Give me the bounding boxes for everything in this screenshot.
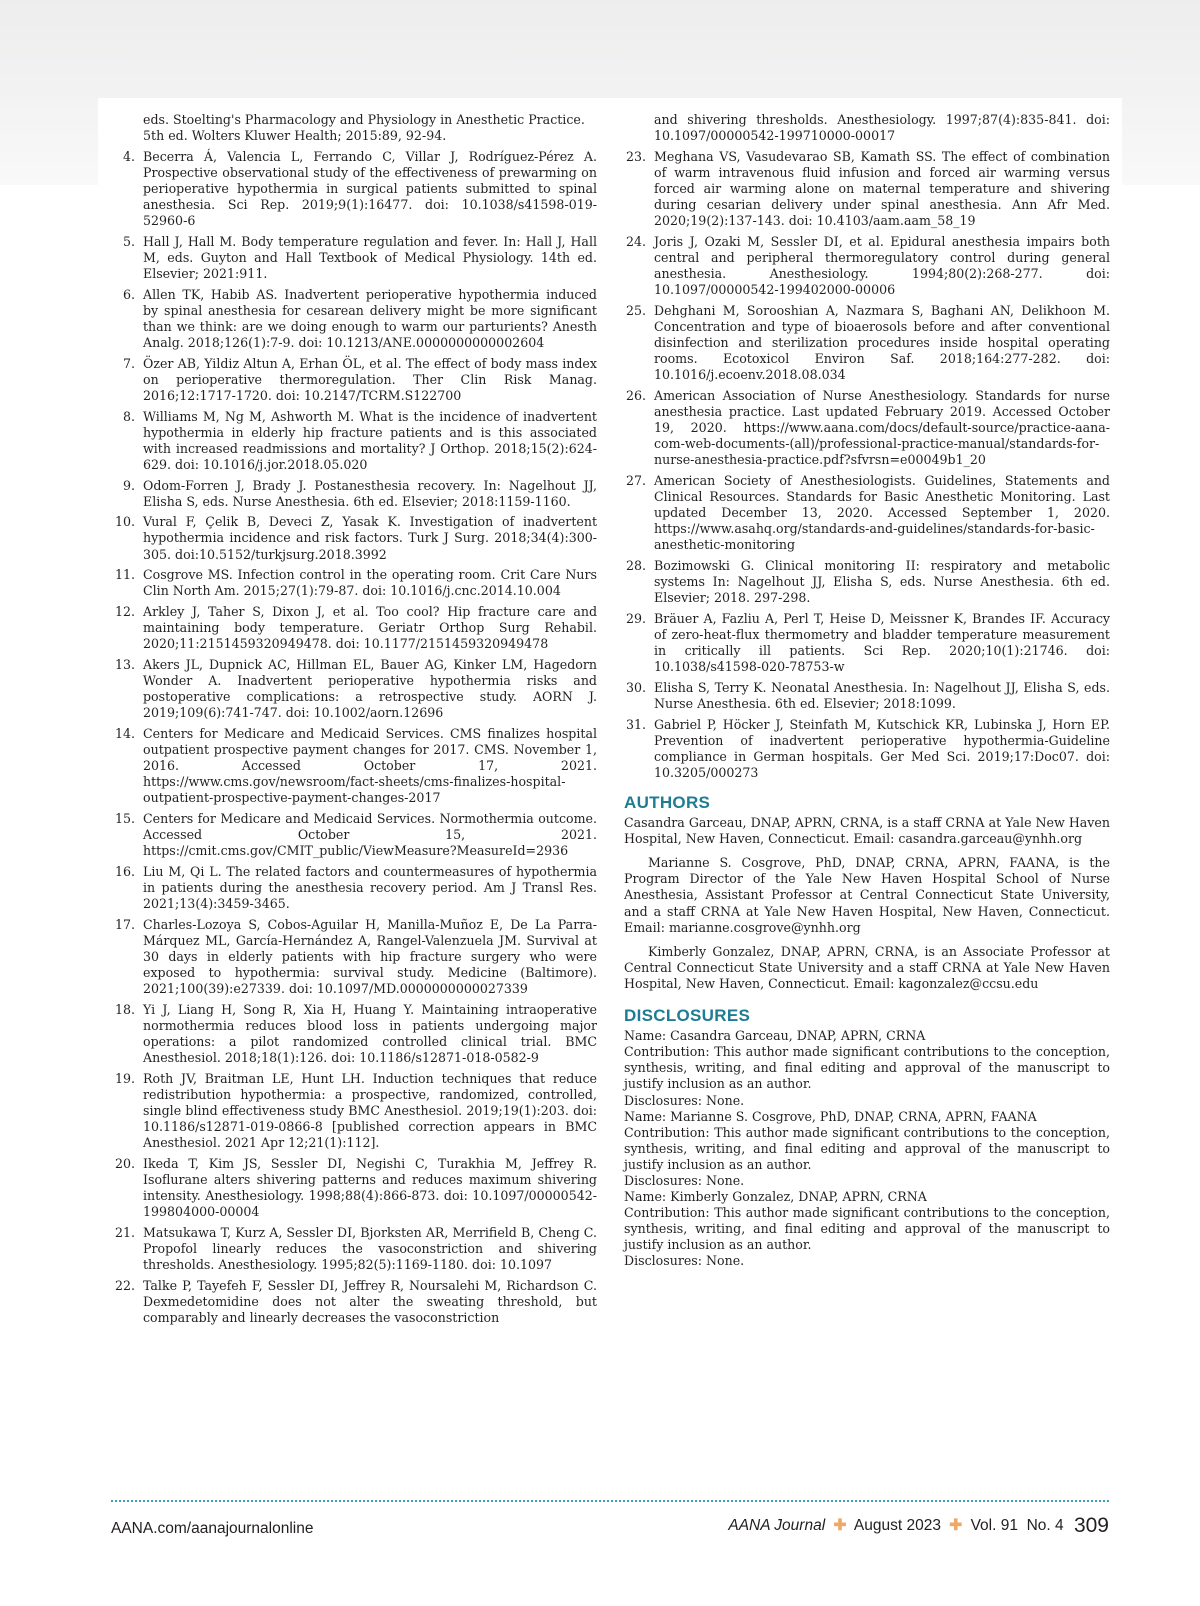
reference-item [113,112,597,144]
authors-heading: AUTHORS [624,793,711,812]
reference-text: Joris J, Ozaki M, Sessler DI, et al. Epidural anesthesia impairs both central and peripheral thermoregulatory control during general anesthesia. Anesthesiology. 1994;80(2):268-277. doi: 10.1097/00000542-199402000-00006 [654,233,1110,298]
page-footer [111,1514,1109,1544]
reference-number: 26. [625,387,646,403]
disclosure-name: Name: Casandra Garceau, DNAP, APRN, CRNA [624,1028,926,1044]
reference-item [624,717,1110,781]
reference-number: 24. [625,233,646,249]
reference-item [113,287,597,351]
reference-number: 16. [114,863,135,879]
reference-item [113,657,597,721]
reference-text: Akers JL, Dupnick AC, Hillman EL, Bauer AG, Kinker LM, Hagedorn Wonder A. Inadvertent perioperative hypothermia risks and postoperative complications: a retrospective study. AORN J. 2019;109(6):741-747. doi: 10.1002/aorn.12696 [143,656,597,721]
disclosure-contribution: Contribution: This author made significant contributions to the conception, synthesis, writing, and final editing and approval of the manuscript to justify inclusion as an author. [624,1205,1110,1253]
disclosure-statement: Disclosures: None. [624,1172,745,1188]
reference-item [113,1225,597,1273]
author-bio: Kimberly Gonzalez, DNAP, APRN, CRNA, is an Associate Professor at Central Connecticut State University and a staff CRNA at Yale New Haven Hospital, New Haven, Connecticut. Email: kagonzalez@ccsu.edu [624,943,1110,991]
reference-item [113,234,597,282]
reference-number: 25. [625,302,646,318]
plus-separator-icon: ✚ [833,1517,847,1534]
reference-text: Odom-Forren J, Brady J. Postanesthesia recovery. In: Nagelhout JJ, Elisha S, eds. Nurse Anesthesia. 6th ed. Elsevier; 2018:1159-1160. [143,477,597,509]
reference-number: 19. [114,1070,135,1086]
reference-item [624,112,1110,144]
reference-number: 7. [122,355,135,371]
reference-text: Arkley J, Taher S, Dixon J, et al. Too cool? Hip fracture care and maintaining body temperature. Geriatr Orthop Surg Rehabil. 2020;11:2151459320949478. doi: 10.1177/2151459320949478 [143,603,597,652]
reference-item [624,388,1110,468]
reference-text: Yi J, Liang H, Song R, Xia H, Huang Y. Maintaining intraoperative normothermia reduces blood loss in patients undergoing major operations: a pilot randomized controlled clinical trial. BMC Anesthesiol. 2018;18(1):126. doi: 10.1186/s12871-018-0582-9 [143,1001,597,1065]
reference-number: 5. [122,233,135,249]
reference-number: 18. [114,1001,135,1017]
reference-item [624,149,1110,229]
reference-text: Matsukawa T, Kurz A, Sessler DI, Bjorksten AR, Merrifield B, Cheng C. Propofol linearly reduces the vasoconstriction and shivering thresholds. Anesthesiology. 1995;82(5):1169-1180. doi: 10.1097 [143,1224,597,1272]
reference-number: 31. [625,716,646,732]
footer-citation [728,1514,1109,1538]
reference-item [113,1156,597,1220]
reference-item [113,567,597,599]
reference-item [624,680,1110,712]
reference-text: American Association of Nurse Anesthesiology. Standards for nurse anesthesia practice. Last updated February 2019. Accessed October 19, 2020. https://www.aana.com/docs/default-source/practice-aana-com-web-documents-(all)/professional-practice-manual/standards-for-nurse-anesthesia-practice.pdf?sfvrsn=e00049b1_20 [654,387,1110,468]
reference-text: Talke P, Tayefeh F, Sessler DI, Jeffrey R, Noursalehi M, Richardson C. Dexmedetomidine does not alter the sweating threshold, but comparably and linearly decreases the vasoconstriction [143,1277,597,1325]
footer-dotted-rule [111,1500,1109,1502]
references-left-column [113,112,597,1330]
reference-item [113,478,597,510]
reference-number: 4. [122,148,135,164]
disclosures-list [624,1028,1110,1269]
reference-text: Liu M, Qi L. The related factors and countermeasures of hypothermia in patients during the anesthesia recovery period. Am J Transl Res. 2021;13(4):3459-3465. [143,863,597,911]
author-bio: Marianne S. Cosgrove, PhD, DNAP, CRNA, APRN, FAANA, is the Program Director of the Yale New Haven Hospital School of Nurse Anesthesia, Assistant Professor at Central Connecticut State University, and a staff CRNA at Yale New Haven Hospital, New Haven, Connecticut. Email: marianne.cosgrove@ynhh.org [624,855,1110,935]
reference-text: Centers for Medicare and Medicaid Services. Normothermia outcome. Accessed October 15, 2021. https://cmit.cms.gov/CMIT_public/ViewMeasure?MeasureId=2936 [143,810,597,859]
reference-item [624,473,1110,553]
right-column [624,112,1110,1270]
reference-number: 30. [625,679,646,695]
reference-number: 27. [625,472,646,488]
reference-item [113,149,597,229]
reference-text: Centers for Medicare and Medicaid Services. CMS finalizes hospital outpatient prospective payment changes for 2017. CMS. November 1, 2016. Accessed October 17, 2021. https://www.cms.gov/newsroom/fact-sheets/cms-finalizes-hospital-outpatient-prospective-payment-changes-2017 [143,725,597,806]
references-right-list [624,112,1110,781]
reference-number: 20. [114,1155,135,1171]
reference-text: Meghana VS, Vasudevarao SB, Kamath SS. The effect of combination of warm intravenous fluid infusion and forced air warming versus forced air warming alone on maternal temperature and shivering during cesarian delivery under spinal anesthesia. Ann Afr Med. 2020;19(2):137-143. doi: 10.4103/aam.aam_58_19 [654,148,1110,229]
reference-number: 9. [122,477,135,493]
reference-item [624,611,1110,675]
reference-number: 28. [625,558,646,573]
reference-item [624,234,1110,298]
disclosure-statement: Disclosures: None. [624,1092,745,1108]
reference-text: Elisha S, Terry K. Neonatal Anesthesia. In: Nagelhout JJ, Elisha S, eds. Nurse Anesthesia. 6th ed. Elsevier; 2018:1099. [654,679,1110,711]
reference-item [113,1278,597,1326]
disclosure-contribution: Contribution: This author made significant contributions to the conception, synthesis, writing, and final editing and approval of the manuscript to justify inclusion as an author. [624,1124,1110,1172]
reference-text: Charles-Lozoya S, Cobos-Aguilar H, Manilla-Muñoz E, De La Parra-Márquez ML, García-Hernández A, Rangel-Valenzuela JM. Survival at 30 days in elderly patients with hip fracture surgery who were exposed to hypothermia: survival study. Medicine (Baltimore). 2021;100(39):e27339. doi: 10.1097/MD.0000000000027339 [143,916,597,996]
disclosure-statement: Disclosures: None. [624,1253,745,1269]
reference-text: Williams M, Ng M, Ashworth M. What is the incidence of inadvertent hypothermia in elderly hip fracture patients and is this associated with increased readmissions and mortality? J Orthop. 2018;15(2):624-629. doi: 10.1016/j.jor.2018.05.020 [143,408,597,472]
reference-text: and shivering thresholds. Anesthesiology. 1997;87(4):835-841. doi: 10.1097/00000542-199710000-00017 [654,112,1110,144]
disclosures-heading: DISCLOSURES [624,1006,751,1026]
reference-item [113,1002,597,1066]
journal-name: AANA Journal [728,1517,826,1534]
reference-item [113,864,597,912]
reference-text: Gabriel P, Höcker J, Steinfath M, Kutschick KR, Lubinska J, Horn EP. Prevention of inadvertent perioperative hypothermia-Guideline compliance in German hospitals. Ger Med Sci. 2019;17:Doc07. doi: 10.3205/000273 [654,716,1110,780]
reference-text: Roth JV, Braitman LE, Hunt LH. Induction techniques that reduce redistribution hypothermia: a prospective, randomized, controlled, single blind effectiveness study BMC Anesthesiol. 2019;19(1):203. doi: 10.1186/s12871-019-0866-8 [published correction appears in BMC Anesthesiol. 2021 Apr 12;21(1):112]. [143,1070,597,1151]
disclosure-contribution: Contribution: This author made significant contributions to the conception, synthesis, writing, and final editing and approval of the manuscript to justify inclusion as an author. [624,1044,1110,1092]
reference-item [113,514,597,562]
reference-item [113,356,597,404]
reference-item [113,604,597,652]
reference-number: 22. [114,1277,135,1293]
issue-date: August 2023 [853,1517,941,1534]
author-bio: Casandra Garceau, DNAP, APRN, CRNA, is a staff CRNA at Yale New Haven Hospital, New Haven, Connecticut. Email: casandra.garceau@ynhh.org [624,815,1110,847]
reference-item [113,917,597,997]
reference-text: Allen TK, Habib AS. Inadvertent perioperative hypothermia induced by spinal anesthesia for cesarean delivery might be more significant than we think: are we doing enough to warm our parturients? Anesth Analg. 2018;126(1):7-9. doi: 10.1213/ANE.0000000000002604 [143,286,597,350]
reference-item [113,1071,597,1151]
reference-number: 10. [114,514,135,530]
reference-text: Vural F, Çelik B, Deveci Z, Yasak K. Investigation of inadvertent hypothermia incidence and risk factors. Turk J Surg. 2018;34(4):300-305. doi:10.5152/turkjsurg.2018.3992 [143,514,597,562]
reference-number: 12. [114,603,135,619]
reference-number: 8. [122,408,135,424]
reference-item [624,558,1110,606]
reference-number: 23. [625,148,646,164]
reference-text: Hall J, Hall M. Body temperature regulation and fever. In: Hall J, Hall M, eds. Guyton and Hall Textbook of Medical Physiology. 14th ed. Elsevier; 2021:911. [143,233,597,282]
reference-item [113,811,597,859]
reference-text: Özer AB, Yildiz Altun A, Erhan ÖL, et al. The effect of body mass index on perioperative thermoregulation. Ther Clin Risk Manag. 2016;12:1717-1720. doi: 10.2147/TCRM.S122700 [143,355,597,403]
reference-item [624,303,1110,383]
reference-item [113,726,597,806]
reference-text: Bräuer A, Fazliu A, Perl T, Heise D, Meissner K, Brandes IF. Accuracy of zero-heat-flux thermometry and bladder temperature measurement in critically ill patients. Sci Rep. 2020;10(1):21746. doi: 10.1038/s41598-020-78753-w [654,610,1110,675]
volume-number: Vol. 91 No. 4 [970,1517,1064,1534]
reference-text: eds. Stoelting's Pharmacology and Physiology in Anesthetic Practice. 5th ed. Wolters Kluwer Health; 2015:89, 92-94. [143,112,585,144]
reference-text: Cosgrove MS. Infection control in the operating room. Crit Care Nurs Clin North Am. 2015;27(1):79-87. doi: 10.1016/j.cnc.2014.10.004 [143,567,597,599]
reference-number: 14. [114,725,135,741]
journal-website-link[interactable]: AANA.com/aanajournalonline [111,1520,314,1537]
disclosure-name: Name: Kimberly Gonzalez, DNAP, APRN, CRNA [624,1189,927,1205]
reference-text: Ikeda T, Kim JS, Sessler DI, Negishi C, Turakhia M, Jeffrey R. Isoflurane alters shivering patterns and reduces maximum shivering intensity. Anesthesiology. 1998;88(4):866-873. doi: 10.1097/00000542-199804000-00004 [143,1155,597,1219]
reference-number: 29. [625,610,646,626]
reference-text: Bozimowski G. Clinical monitoring II: respiratory and metabolic systems In: Nagelhout JJ, Elisha S, eds. Nurse Anesthesia. 6th ed. Elsevier; 2018. 297-298. [654,558,1110,606]
reference-number: 6. [122,286,135,302]
disclosure-name: Name: Marianne S. Cosgrove, PhD, DNAP, CRNA, APRN, FAANA [624,1108,1037,1124]
reference-text: American Society of Anesthesiologists. Guidelines, Statements and Clinical Resources. Standards for Basic Anesthetic Monitoring. Last updated December 13, 2020. Accessed September 1, 2020. https://www.asahq.org/standards-and-guidelines/standards-for-basic-anesthetic-monitoring [654,472,1110,553]
reference-number: 17. [114,916,135,932]
page-number: 309 [1073,1514,1109,1537]
reference-text: Becerra Á, Valencia L, Ferrando C, Villar J, Rodríguez-Pérez A. Prospective observational study of the effectiveness of prewarming on perioperative hypothermia in surgical patients submitted to spinal anesthesia. Sci Rep. 2019;9(1):16477. doi: 10.1038/s41598-019-52960-6 [143,148,597,229]
reference-number: 15. [114,810,135,826]
reference-item [113,409,597,473]
reference-number: 13. [114,656,135,672]
reference-number: 11. [114,567,135,583]
reference-text: Dehghani M, Sorooshian A, Nazmara S, Baghani AN, Delikhoon M. Concentration and type of bioaerosols before and after conventional disinfection and sterilization procedures inside hospital operating rooms. Ecotoxicol Environ Saf. 2018;164:277-282. doi: 10.1016/j.ecoenv.2018.08.034 [654,302,1110,383]
plus-separator-icon: ✚ [949,1517,963,1534]
reference-number: 21. [114,1224,135,1240]
